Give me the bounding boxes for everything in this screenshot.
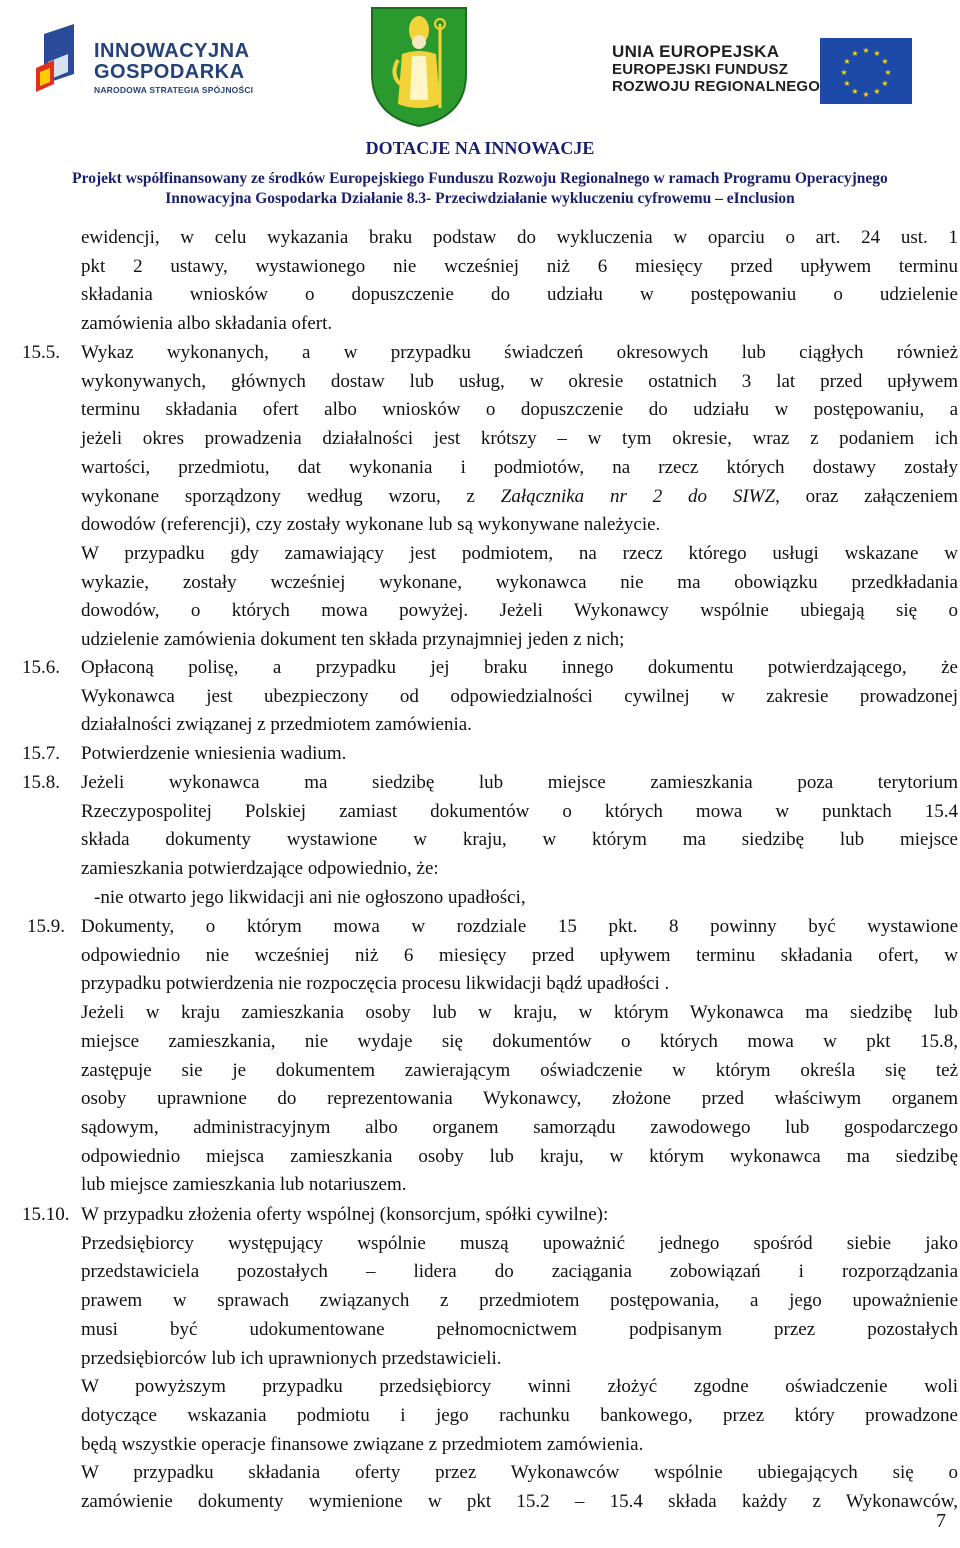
svg-text:★: ★ [851,49,859,58]
svg-text:★: ★ [840,68,848,77]
logo-line-2: GOSPODARKA [94,61,245,83]
text-line: Rzeczypospolitej Polskiej zamiast dokumentów o których mowa w punktach 15.4 [81,800,958,822]
text-line: dowodów (referencji), czy zostały wykonane lub są wykonywane należycie. [81,514,661,536]
text-line: przedstawiciela pozostałych – lidera do zaciągania zobowiązań i rozporządzania [81,1261,958,1283]
svg-text:★: ★ [851,87,859,96]
project-line-1: Projekt współfinansowany ze środków Europejskiego Funduszu Rozwoju Regionalnego w ramach Programu Operacyjnego [72,170,888,187]
text-line: odpowiednio nie wcześniej niż 6 miesięcy przed upływem terminu składania ofert, w [81,944,958,966]
text-line: W przypadku składania oferty przez Wykonawców wspólnie ubiegających się o [81,1462,958,1484]
paragraph-15-9 [81,913,958,1200]
coat-of-arms-icon [368,4,470,130]
text-line: zamieszkania potwierdzające odpowiednio, że: [81,858,439,880]
text-line: wykonywanych, głównych dostaw lub usług, w okresie ostatnich 3 lat przed upływem [81,370,958,392]
text-line: miejsce zamieszkania, nie wydaje się dokumentów o których mowa w pkt 15.8, [81,1030,958,1052]
text-line: Dokumenty, o którym mowa w rozdziale 15 pkt. 8 powinny być wystawione [81,916,958,937]
item-number-15-10: 15.10. [22,1204,70,1225]
text-line: osoby uprawnione do reprezentowania Wykonawcy, złożone przed właściwym organem [81,1088,958,1110]
page-number: 7 [936,1510,946,1532]
text-line: przedsiębiorców lub ich uprawnionych przedstawicieli. [81,1347,502,1369]
text-line: dotyczące wskazania podmiotu i jego rachunku bankowego, przez który prowadzone [81,1404,958,1426]
text-line: prawem w sprawach związanych z przedmiotem postępowania, a jego upoważnienie [81,1290,958,1312]
svg-text:★: ★ [881,57,889,66]
eu-line-3: ROZWOJU REGIONALNEGO [612,78,821,95]
text-line: W przypadku gdy zamawiający jest podmiotem, na rzecz którego usługi wskazane w [81,542,958,564]
text-line: terminu składania ofert albo wniosków o dopuszczenie do udziału w postępowaniu, a [81,399,958,421]
logo-line-1: INNOWACYJNA [94,40,250,62]
paragraph-15-6 [81,654,958,740]
item-number-15-8: 15.8. [22,772,60,793]
header-title: DOTACJE NA INNOWACJE [365,138,595,158]
text-line: odpowiednio miejsca zamieszkania osoby lub kraju, w którym wykonawca ma siedzibę [81,1145,958,1167]
svg-text:★: ★ [843,79,851,88]
svg-text:★: ★ [881,79,889,88]
svg-text:★: ★ [873,49,881,58]
item-number-15-9: 15.9. [27,916,65,937]
logo-line-3: NARODOWA STRATEGIA SPÓJNOŚCI [94,85,254,95]
eu-line-1: UNIA EUROPEJSKA [612,42,780,61]
svg-text:★: ★ [862,46,870,55]
item-number-15-5: 15.5. [22,342,60,363]
text-line: Jeżeli w kraju zamieszkania osoby lub w kraju, w którym Wykonawca ma siedzibę lub [81,1002,958,1024]
svg-text:★: ★ [884,68,892,77]
project-line-2: Innowacyjna Gospodarka Działanie 8.3- Przeciwdziałanie wykluczeniu cyfrowemu – eInclusion [165,190,795,207]
text-line: W przypadku złożenia oferty wspólnej (konsorcjum, spółki cywilne): [81,1204,609,1225]
ig-emblem-icon [34,24,94,104]
text-line: zastępuje sie je dokumentem zawierającym oświadczenie w którym określa się też [81,1059,958,1081]
text-line: Wykonawca jest ubezpieczony od odpowiedzialności cywilnej w zakresie prowadzonej [81,685,958,707]
paragraph-continuation [81,224,958,339]
text-line: sądowym, administracyjnym albo organem samorządu zawodowego lub gospodarczego [81,1116,958,1138]
eu-logo [584,28,934,124]
text-line: zamówienia albo składania ofert. [81,313,333,335]
paragraph-15-10 [81,1201,958,1517]
svg-text:★: ★ [862,90,870,99]
text-segment: , oraz załączeniem [775,485,959,507]
innowacyjna-gospodarka-logo [34,24,274,104]
svg-text:★: ★ [843,57,851,66]
text-line: musi być udokumentowane pełnomocnictwem podpisanym przez pozostałych [81,1318,958,1340]
text-line: wartości, przedmiotu, dat wykonania i podmiotów, na rzecz których dostawy zostały [81,456,958,478]
item-number-15-6: 15.6. [22,657,60,678]
text-line: Potwierdzenie wniesienia wadium. [81,743,347,764]
eu-flag-icon [820,38,912,104]
text-line: składa dokumenty wystawione w kraju, w którym ma siedzibę lub miejsce [81,829,958,851]
eu-line-2: EUROPEJSKI FUNDUSZ [612,61,789,78]
page-header [0,0,960,220]
text-line: ewidencji, w celu wykazania braku podstaw do wykluczenia w oparciu o art. 24 ust. 1 [81,227,958,248]
text-line: Przedsiębiorcy występujący wspólnie muszą upoważnić jednego spośród siebie jako [81,1232,958,1254]
svg-text:★: ★ [873,87,881,96]
text-line: działalności związanej z przedmiotem zamówienia. [81,714,472,736]
text-line: wykazie, zostały wcześniej wykonane, wykonawca nie ma obowiązku przedkładania [81,571,958,593]
text-line: pkt 2 ustawy, wystawionego nie wcześniej niż 6 miesięcy przed upływem terminu [81,255,958,277]
paragraph-15-7 [81,740,958,769]
annex-reference: Załącznika nr 2 do SIWZ [500,485,776,507]
text-line: jeżeli okres prowadzenia działalności jest krótszy – w tym okresie, wraz z podaniem ich [81,428,958,450]
paragraph-15-5 [81,339,958,655]
text-line: udzielenie zamówienia dokument ten składa przynajmniej jeden z nich; [81,629,625,651]
text-line-with-reference [81,483,958,512]
text-line: dowodów, o których mowa powyżej. Jeżeli Wykonawcy wspólnie ubiegają się o [81,600,958,622]
paragraph-15-8 [81,769,958,913]
text-line: przypadku potwierdzenia nie rozpoczęcia procesu likwidacji bądź upadłości . [81,973,670,995]
text-line: będą wszystkie operacje finansowe związane z przedmiotem zamówienia. [81,1433,644,1455]
text-line: lub miejsce zamieszkania lub notariuszem. [81,1174,407,1196]
text-line: W powyższym przypadku przedsiębiorcy winni złożyć zgodne oświadczenie woli [81,1376,958,1398]
item-number-15-7: 15.7. [22,743,60,764]
text-line: składania wniosków o dopuszczenie do udziału w postępowaniu o udzielenie [81,284,958,306]
list-item: -nie otwarto jego likwidacji ani nie ogłoszono upadłości, [94,886,526,908]
text-line: Wykaz wykonanych, a w przypadku świadczeń okresowych lub ciągłych również [81,342,958,363]
text-segment: wykonane sporządzony według wzoru, z [81,485,501,507]
text-line: Opłaconą polisę, a przypadku jej braku innego dokumentu potwierdzającego, że [81,657,958,678]
text-line: zamówienie dokumenty wymienione w pkt 15.2 – 15.4 składa każdy z Wykonawców, [81,1491,958,1513]
text-line: Jeżeli wykonawca ma siedzibę lub miejsce zamieszkania poza terytorium [81,772,958,793]
